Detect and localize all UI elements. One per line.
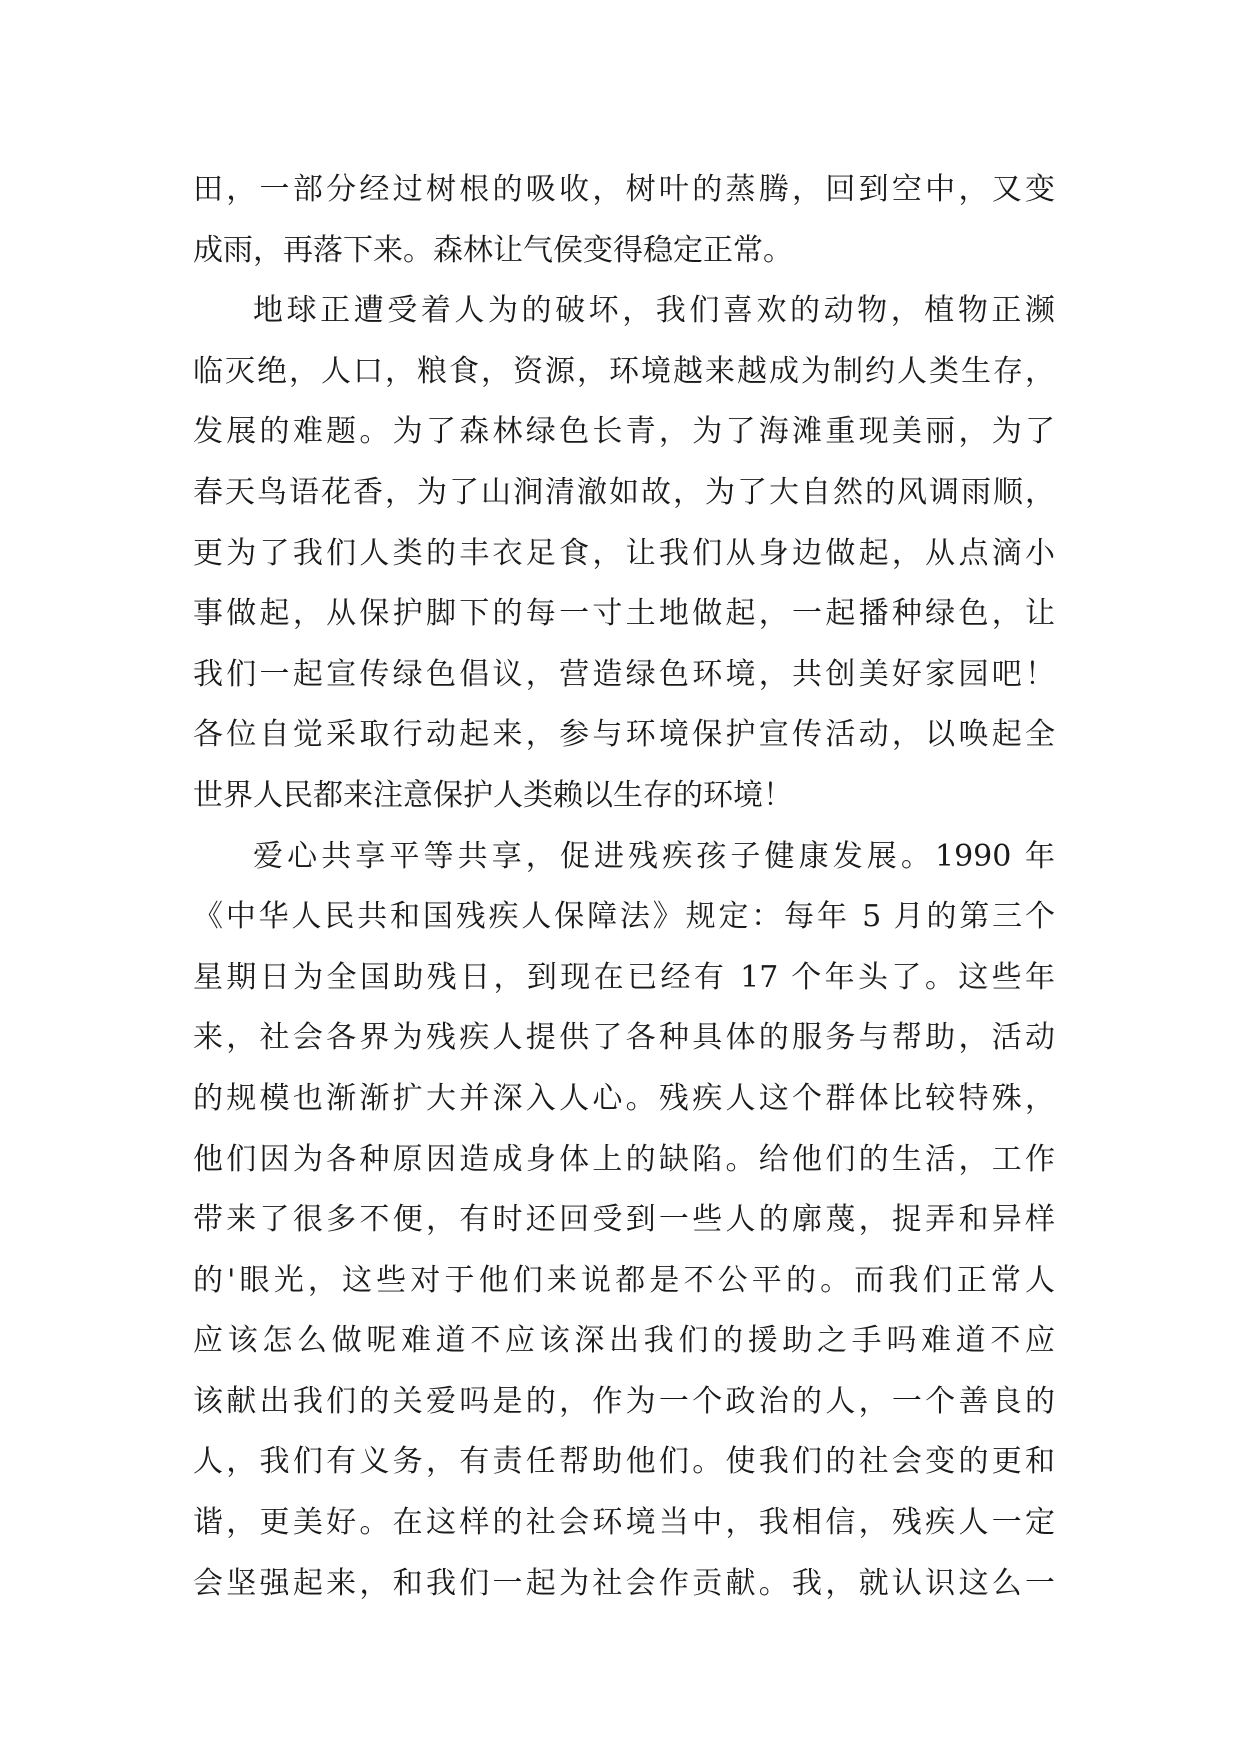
text-line: 地球正遭受着人为的破坏，我们喜欢的动物，植物正濒 <box>253 293 1055 329</box>
text-line: 《中华人民共和国残疾人保障法》规定：每年 5 月的第三个 <box>193 899 1055 935</box>
text-line: 他们因为各种原因造成身体上的缺陷。给他们的生活，工作 <box>193 1141 1055 1177</box>
text-line: 世界人民都来注意保护人类赖以生存的环境！ <box>193 777 793 813</box>
text-line: 人，我们有义务，有责任帮助他们。使我们的社会变的更和 <box>193 1444 1055 1480</box>
text-line: 发展的难题。为了森林绿色长青，为了海滩重现美丽，为了 <box>193 414 1055 450</box>
text-line: 临灭绝，人口，粮食，资源，环境越来越成为制约人类生存， <box>193 353 1055 389</box>
text-line: 爱心共享平等共享，促进残疾孩子健康发展。1990 年 <box>253 838 1055 874</box>
text-line: 会坚强起来，和我们一起为社会作贡献。我，就认识这么一 <box>193 1565 1055 1601</box>
text-line: 应该怎么做呢难道不应该深出我们的援助之手吗难道不应 <box>193 1323 1055 1359</box>
text-line: 春天鸟语花香，为了山涧清澈如故，为了大自然的风调雨顺， <box>193 474 1055 510</box>
text-line: 来，社会各界为残疾人提供了各种具体的服务与帮助，活动 <box>193 1020 1055 1056</box>
text-line: 带来了很多不便，有时还回受到一些人的廓蔑，捉弄和异样 <box>193 1202 1055 1238</box>
text-line: 星期日为全国助残日，到现在已经有 17 个年头了。这些年 <box>193 959 1055 995</box>
paragraph <box>193 827 1055 1615</box>
text-line: 我们一起宣传绿色倡议，营造绿色环境，共创美好家园吧！ <box>193 656 1055 692</box>
text-line: 事做起，从保护脚下的每一寸土地做起，一起播种绿色，让 <box>193 596 1055 632</box>
paragraph <box>193 281 1055 826</box>
text-line: 更为了我们人类的丰衣足食，让我们从身边做起，从点滴小 <box>193 535 1055 571</box>
text-line: 该献出我们的关爱吗是的，作为一个政治的人，一个善良的 <box>193 1383 1055 1419</box>
text-line: 谐，更美好。在这样的社会环境当中，我相信，残疾人一定 <box>193 1505 1055 1541</box>
paragraph <box>193 160 1055 281</box>
text-line: 的'眼光，这些对于他们来说都是不公平的。而我们正常人 <box>193 1262 1055 1298</box>
document-body <box>193 160 1055 1614</box>
text-line: 田，一部分经过树根的吸收，树叶的蒸腾，回到空中，又变 <box>193 172 1055 207</box>
text-line: 各位自觉采取行动起来，参与环境保护宣传活动，以唤起全 <box>193 717 1055 753</box>
text-line: 成雨，再落下来。森林让气侯变得稳定正常。 <box>193 232 793 268</box>
text-line: 的规模也渐渐扩大并深入人心。残疾人这个群体比较特殊， <box>193 1080 1055 1116</box>
